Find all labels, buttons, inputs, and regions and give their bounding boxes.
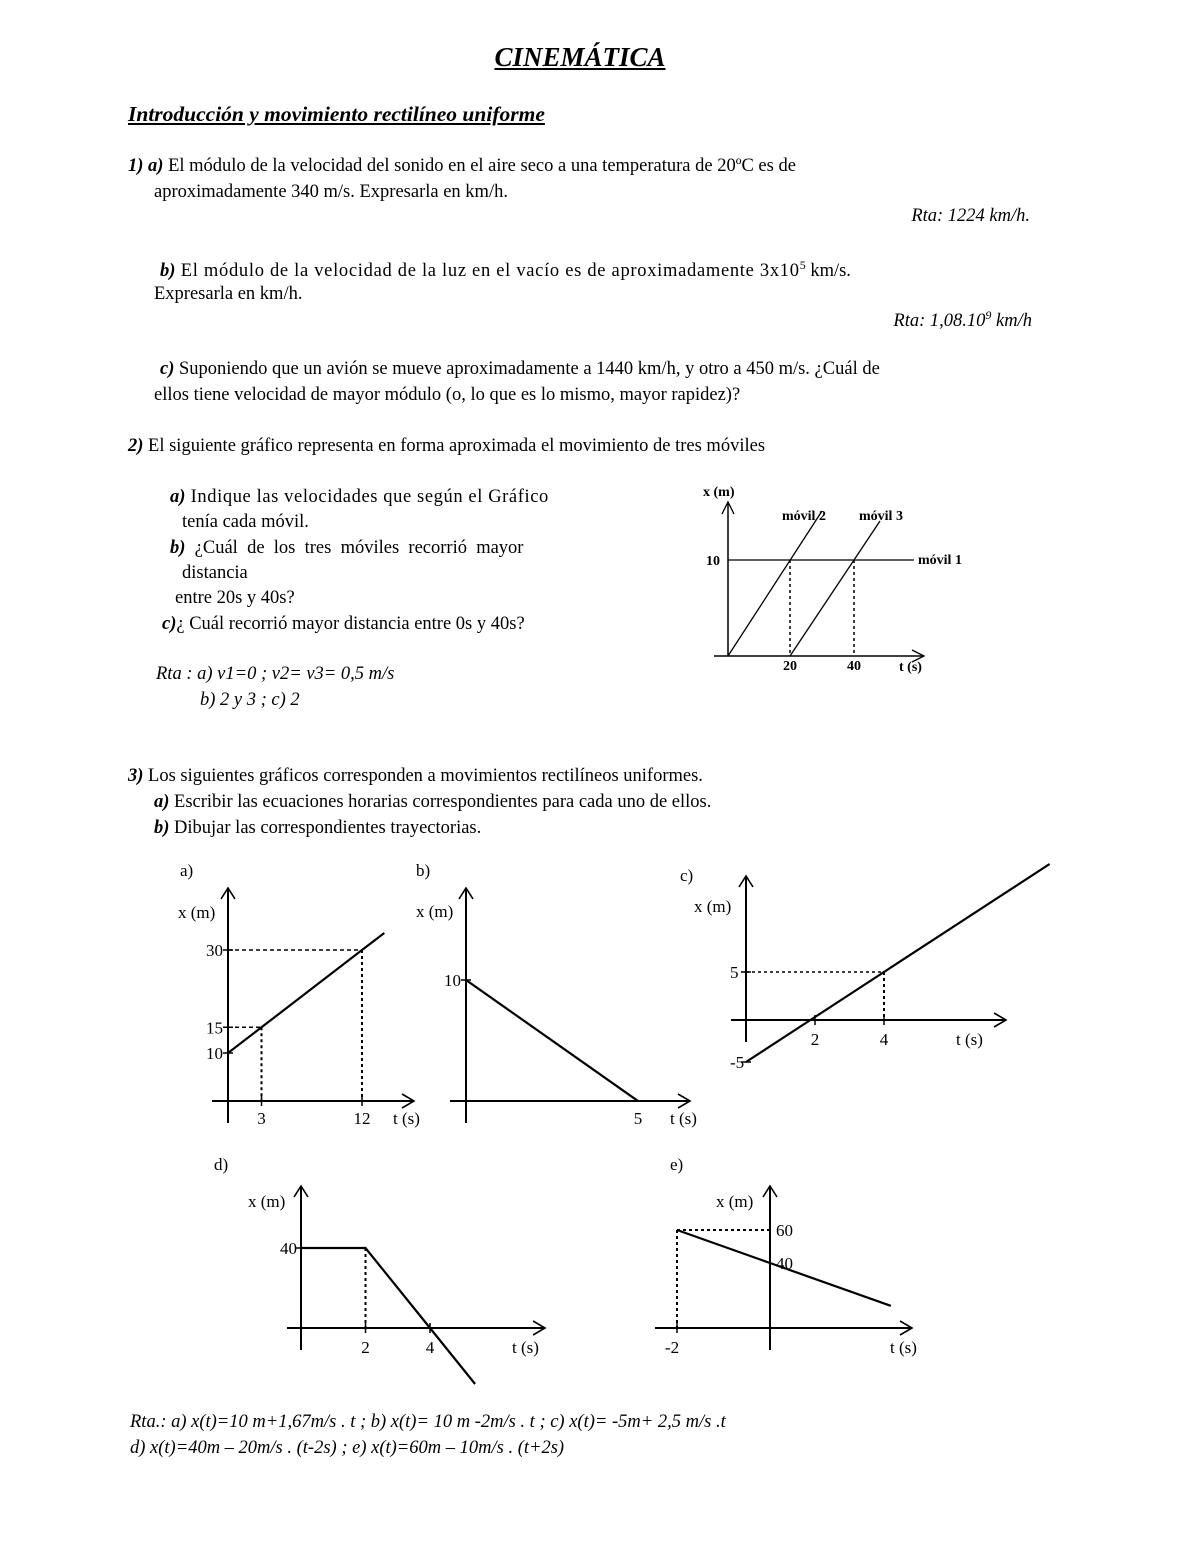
problem-2c-text: ¿ Cuál recorrió mayor distancia entre 0s y 40s? [176, 614, 525, 634]
graph-d-x-tick-label-4: 4 [425, 1338, 435, 1357]
problem-1a-label: a) [148, 156, 164, 176]
graph-b-x-tick-label-5: 5 [633, 1109, 643, 1128]
problem-3-answer-line2: d) x(t)=40m – 20m/s . (t-2s) ; e) x(t)=60m – 10m/s . (t+2s) [130, 1438, 565, 1458]
problem-1b-label: b) [160, 261, 176, 282]
graph-a-y-label: x (m) [178, 903, 216, 922]
graph-a-x-label: t (s) [393, 1109, 420, 1128]
graph-d-x-label: t (s) [512, 1338, 539, 1357]
graph-d-x-tick-label-2: 2 [361, 1338, 370, 1357]
problem-2-answer-line2: b) 2 y 3 ; c) 2 [200, 690, 300, 710]
graph-e-y-label: x (m) [716, 1192, 754, 1211]
problem-1-number: 1) [128, 156, 144, 176]
page-title: CINEMÁTICA [494, 42, 666, 72]
problem-1a-line2: aproximadamente 340 m/s. Expresarla en km/h. [154, 182, 508, 202]
problem-2b-line2: distancia [182, 563, 248, 583]
problem-2b-label: b) [170, 538, 186, 558]
graph-e-title: e) [670, 1155, 684, 1174]
problem-1a-answer: Rta: 1224 km/h. [911, 206, 1030, 226]
graph-c-x-label: t (s) [956, 1030, 983, 1049]
graph-c-y-tick-label--5: -5 [730, 1053, 745, 1072]
graph-a-series-line [228, 933, 384, 1053]
graph-d-y-tick-label-40: 40 [280, 1239, 297, 1258]
problem-1c-label: c) [160, 359, 175, 379]
graph-a-y-tick-label-15: 15 [206, 1018, 223, 1038]
problem-2a-line2: tenía cada móvil. [182, 512, 309, 532]
graph-e [655, 1155, 917, 1357]
graph-a-x-tick-label-12: 12 [353, 1109, 371, 1128]
problem-3b-label: b) [154, 818, 170, 838]
problem-1b-exponent: 5 [799, 258, 806, 272]
problem-1c-text: Suponiendo que un avión se mueve aproximadamente a 1440 km/h, y otro a 450 m/s. ¿Cuál de [174, 359, 880, 379]
g2-x-tick-20: 20 [783, 659, 797, 674]
problem-3-intro-text: Los siguientes gráficos corresponden a movimientos rectilíneos uniformes. [143, 766, 703, 786]
problem-1b-text-end: km/s. [805, 261, 851, 282]
g2-label-movil-3: móvil 3 [859, 509, 903, 524]
problem-3-number: 3) [128, 766, 144, 786]
problem-2a-label: a) [170, 487, 186, 507]
graph-c-x-tick-label-2: 2 [810, 1030, 820, 1049]
graph-c-series-line [746, 864, 1050, 1062]
g2-x-axis-label: t (s) [899, 660, 922, 675]
problem-1b-answer-unit: km/h [991, 311, 1032, 332]
problem-1c-line2: ellos tiene velocidad de mayor módulo (o, lo que es lo mismo, mayor rapidez)? [154, 385, 741, 405]
problem-2c-label: c) [162, 614, 177, 634]
problem-1b-answer-text: Rta: 1,08.10 [893, 311, 986, 332]
graph-b-series-line [466, 980, 638, 1101]
graph-c [680, 864, 1050, 1072]
graph-c-y-label: x (m) [694, 897, 732, 916]
section-subtitle: Introducción y movimiento rectilíneo uniforme [128, 102, 545, 126]
graph-b-title: b) [416, 861, 431, 880]
graph-e-y-tick-label-60: 60 [776, 1221, 793, 1240]
problem-2b-line3: entre 20s y 40s? [175, 588, 295, 608]
graph-a [178, 861, 420, 1128]
g2-label-movil-1: móvil 1 [918, 553, 962, 568]
problem-2-number: 2) [128, 436, 144, 456]
graph-b-y-tick-label-10: 10 [444, 971, 461, 990]
problem-1b-line2: Expresarla en km/h. [154, 284, 303, 304]
problem-3a-text: Escribir las ecuaciones horarias correspondientes para cada uno de ellos. [169, 792, 712, 812]
graph-b-x-label: t (s) [670, 1109, 697, 1128]
graph-a-y-tick-label-30: 30 [206, 941, 223, 960]
graph-d [214, 1155, 545, 1384]
graph-c-x-tick-label-4: 4 [879, 1030, 889, 1049]
problem-3a-label: a) [154, 792, 170, 812]
problem-2-answer-line1: Rta : a) v1=0 ; v2= v3= 0,5 m/s [156, 664, 395, 684]
graph-a-title: a) [180, 861, 194, 880]
problem-1b-answer-exponent: 9 [985, 308, 992, 322]
graph-b-y-label: x (m) [416, 902, 454, 921]
graph-b [416, 861, 697, 1128]
graph-e-x-label: t (s) [890, 1338, 917, 1357]
graph-d-y-label: x (m) [248, 1192, 286, 1211]
graph-e-x-tick-label--2: -2 [664, 1338, 680, 1357]
graph-c-y-tick-label-5: 5 [730, 963, 739, 982]
problem-3b-text: Dibujar las correspondientes trayectorias. [169, 818, 482, 838]
graph-c-title: c) [680, 866, 694, 885]
problem-2-intro-text: El siguiente gráfico representa en forma aproximada el movimiento de tres móviles [143, 436, 766, 456]
problem-2a-text: Indique las velocidades que según el Gráfico [185, 487, 549, 507]
problem-3-answer-line1: Rta.: a) x(t)=10 m+1,67m/s . t ; b) x(t)= 10 m -2m/s . t ; c) x(t)= -5m+ 2,5 m/s .t [130, 1412, 726, 1432]
g2-y-tick-10: 10 [706, 554, 720, 569]
graph-d-series-line [301, 1248, 475, 1384]
problem-2b-text: ¿Cuál de los tres móviles recorrió mayor [185, 538, 524, 558]
graph-a-x-tick-label-3: 3 [257, 1109, 266, 1128]
graph-a-y-tick-label-10: 10 [206, 1044, 223, 1063]
g2-x-tick-40: 40 [847, 659, 861, 674]
problem-1b-text: El módulo de la velocidad de la luz en el vacío es de aproximadamente 3x10 [175, 261, 800, 282]
graph-e-y-tick-label-40: 40 [776, 1254, 793, 1273]
problem-1a-text: El módulo de la velocidad del sonido en el aire seco a una temperatura de 20ºC es de [163, 156, 796, 176]
g2-y-axis-label: x (m) [703, 485, 735, 500]
graph-d-title: d) [214, 1155, 229, 1174]
g2-label-movil-2: móvil 2 [782, 509, 826, 524]
